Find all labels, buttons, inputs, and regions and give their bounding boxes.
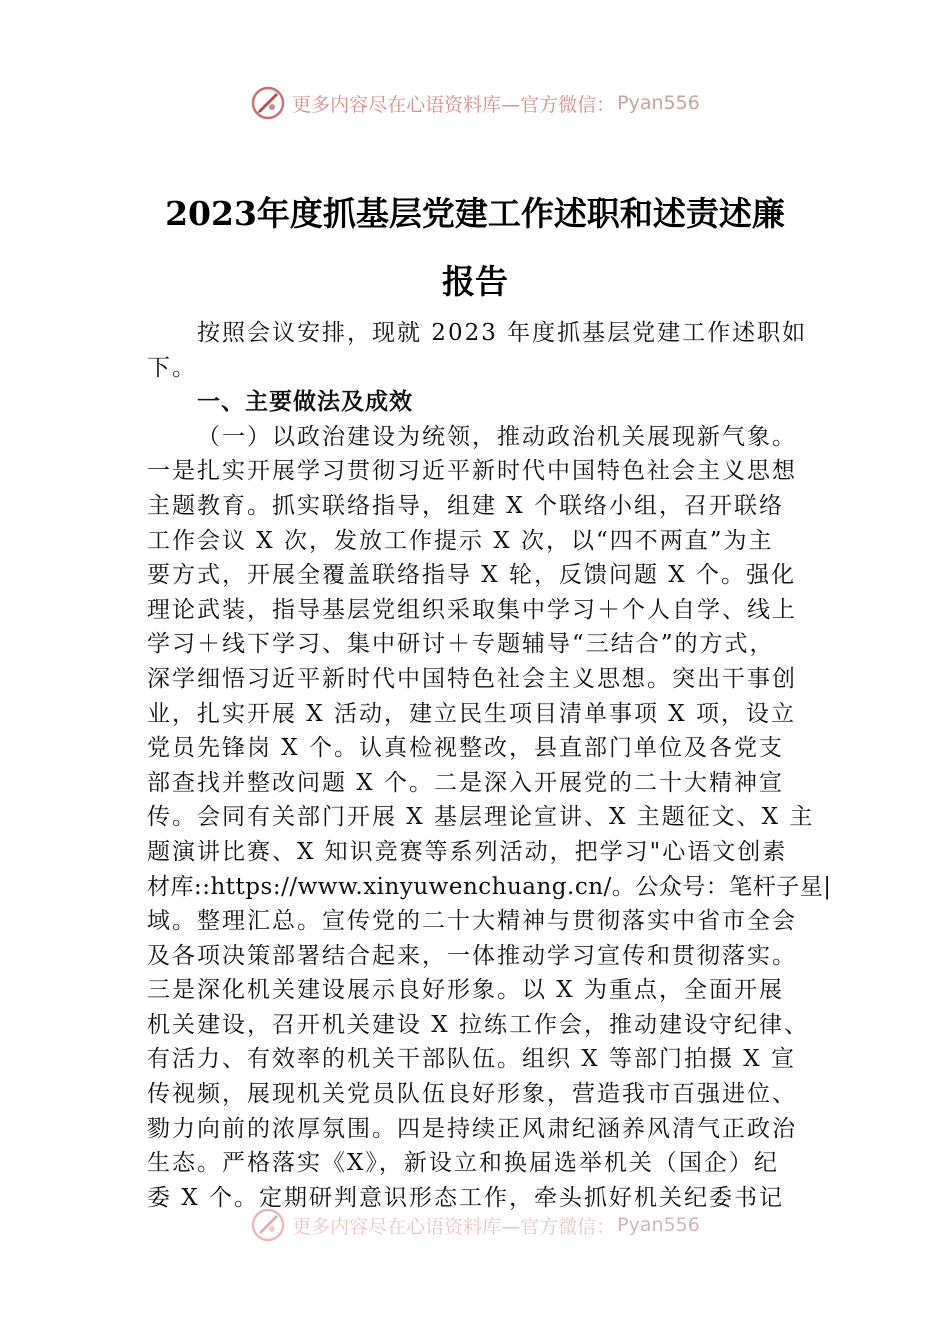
body-line: 要方式，开展全覆盖联络指导 X 轮，反馈问题 X 个。强化 [147, 562, 796, 589]
body-line: 及各项决策部署结合起来，一体推动学习宣传和贯彻落实。 [147, 942, 797, 969]
body-line: 委 X 个。定期研判意识形态工作，牵头抓好机关纪委书记 [147, 1184, 784, 1211]
body-line: 理论武装，指导基层党组织采取集中学习＋个人自学、线上 [147, 596, 797, 623]
watermark-banner-bottom [0, 1205, 950, 1245]
body-line: 部查找并整改问题 X 个。二是深入开展党的二十大精神宣 [147, 769, 784, 796]
body-line: 机关建设，召开机关建设 X 拉练工作会，推动建设守纪律、 [147, 1011, 809, 1038]
watermark-text: 更多内容尽在心语资料库—官方微信： [292, 1215, 616, 1238]
body-line: 深学细悟习近平新时代中国特色社会主义思想。突出干事创 [147, 665, 797, 692]
body-line: 业，扎实开展 X 活动，建立民生项目清单事项 X 项，设立 [147, 700, 796, 727]
document-title-line-1: 2023年度抓基层党建工作述职和述责述廉 [165, 194, 785, 233]
body-line: 党员先锋岗 X 个。认真检视整改，县直部门单位及各党支 [147, 735, 784, 762]
body-line: 传视频，展现机关党员队伍良好形象，营造我市百强进位、 [147, 1081, 797, 1108]
body-line: 域。整理汇总。宣传党的二十大精神与贯彻落实中省市全会 [147, 908, 797, 935]
watermark-account: Pyan556 [617, 1214, 700, 1236]
body-line: 勠力向前的浓厚氛围。四是持续正风肃纪涵养风清气正政治 [147, 1115, 797, 1142]
body-line: 一是扎实开展学习贯彻习近平新时代中国特色社会主义思想 [147, 458, 797, 485]
watermark-text: 更多内容尽在心语资料库—官方微信： [292, 93, 616, 116]
brand-logo-icon [250, 85, 286, 121]
watermark-account: Pyan556 [617, 92, 700, 114]
brand-logo-icon [250, 1207, 286, 1243]
document-title-line-2: 报告 [442, 262, 508, 301]
subsection-heading: （一）以政治建设为统领，推动政治机关展现新气象。 [197, 423, 797, 450]
body-line: 按照会议安排，现就 2023 年度抓基层党建工作述职如 [197, 320, 808, 346]
body-line: 生态。严格落实《X》，新设立和换届选举机关（国企）纪 [147, 1150, 779, 1177]
watermark-banner-top [0, 83, 950, 123]
body-line: 学习＋线下学习、集中研讨＋专题辅导“三结合”的方式， [147, 631, 775, 658]
section-heading: 一、主要做法及成效 [197, 389, 413, 416]
body-line: 题演讲比赛、X 知识竞赛等系列活动，把学习"心语文创素 [147, 838, 788, 865]
body-line: 三是深化机关建设展示良好形象。以 X 为重点，全面开展 [147, 977, 784, 1004]
body-line: 下。 [147, 354, 197, 381]
body-line: 传。会同有关部门开展 X 基层理论宣讲、X 主题征文、X 主 [147, 804, 815, 831]
document-body [147, 316, 832, 1215]
body-line: 主题教育。抓实联络指导，组建 X 个联络小组，召开联络 [147, 492, 784, 519]
body-line: 工作会议 X 次，发放工作提示 X 次，以“四不两直”为主 [147, 527, 774, 554]
body-line-url: 材库::https://www.xinyuwenchuang.cn/。公众号：笔杆子星| [147, 873, 832, 900]
body-line: 有活力、有效率的机关干部队伍。组织 X 等部门拍摄 X 宣 [147, 1046, 796, 1073]
